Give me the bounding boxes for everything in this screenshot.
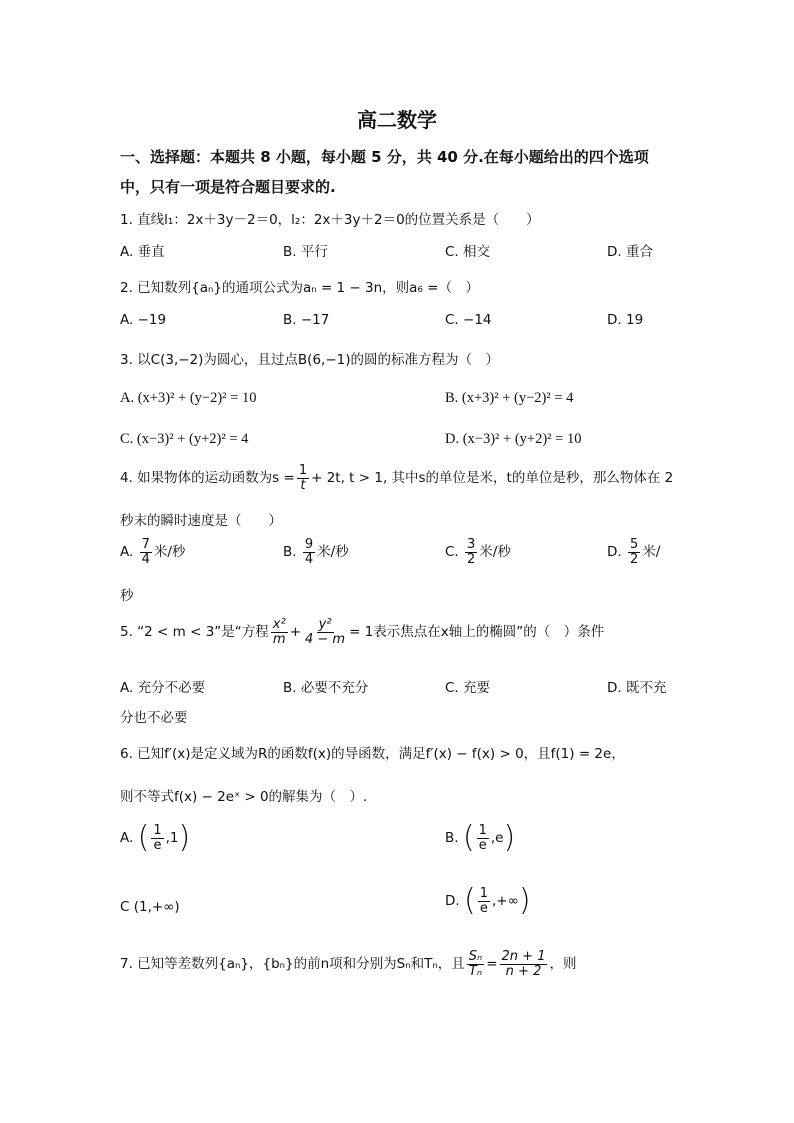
option-label: C. bbox=[445, 544, 459, 561]
question-1-option-d: D. 重合 bbox=[607, 244, 653, 260]
question-3-option-a: A. (x+3)² + (y−2)² = 10 bbox=[120, 390, 257, 406]
question-7-stem-post: ，则 bbox=[549, 956, 577, 973]
option-label: A. bbox=[120, 544, 134, 561]
fraction-numerator: 2n + 1 bbox=[501, 949, 546, 964]
fraction-numerator: Sₙ bbox=[468, 949, 483, 964]
left-paren: ( bbox=[462, 820, 475, 855]
option-fraction bbox=[465, 538, 477, 566]
question-5-option-d-wrap: 分也不必要 bbox=[120, 710, 188, 726]
question-6-stem-line2: 则不等式f(x) − 2eˣ > 0的解集为（ ）. bbox=[120, 789, 368, 805]
fraction-numerator: y² bbox=[318, 617, 332, 632]
left-paren: ( bbox=[463, 883, 476, 918]
option-rest: ,+∞ bbox=[491, 893, 519, 909]
option-unit: 米/秒 bbox=[479, 544, 511, 561]
fraction-numerator: 3 bbox=[467, 537, 476, 552]
question-4-fraction bbox=[297, 464, 309, 492]
question-3-option-d: D. (x−3)² + (y+2)² = 10 bbox=[445, 431, 582, 447]
question-1-option-c: C. 相交 bbox=[445, 244, 491, 260]
question-5-stem bbox=[120, 618, 604, 646]
question-4-stem bbox=[120, 464, 673, 492]
question-5-option-d: D. 既不充 bbox=[607, 680, 667, 696]
fraction-denominator: Tₙ bbox=[468, 963, 483, 979]
right-paren: ) bbox=[518, 883, 531, 918]
option-unit: 米/秒 bbox=[317, 544, 349, 561]
fraction-denominator: t bbox=[300, 477, 306, 493]
question-5-fraction-1 bbox=[271, 618, 288, 646]
option-rest: ,e bbox=[490, 830, 504, 846]
fraction-denominator: e bbox=[153, 837, 162, 853]
question-1-option-a: A. 垂直 bbox=[120, 244, 165, 260]
fraction-denominator: 2 bbox=[629, 551, 639, 567]
fraction-denominator: m bbox=[272, 631, 286, 647]
question-4-stem-line2: 秒末的瞬时速度是（ ） bbox=[120, 513, 282, 529]
question-4-option-a bbox=[120, 538, 185, 566]
question-5-fraction-2 bbox=[303, 618, 347, 646]
question-5-option-a: A. 充分不必要 bbox=[120, 680, 206, 696]
left-paren: ( bbox=[137, 820, 150, 855]
question-2-option-b: B. −17 bbox=[283, 312, 330, 328]
option-fraction bbox=[477, 824, 489, 852]
fraction-numerator: 1 bbox=[478, 822, 487, 838]
option-label: A. bbox=[120, 830, 134, 846]
fraction-denominator: 4 bbox=[304, 551, 314, 567]
question-5-option-b: B. 必要不充分 bbox=[283, 680, 369, 696]
plus-sign: + bbox=[289, 624, 301, 641]
option-unit: 米/秒 bbox=[153, 544, 186, 561]
right-paren: ) bbox=[178, 820, 191, 855]
fraction-denominator: 2 bbox=[467, 551, 476, 567]
question-6-option-a bbox=[120, 820, 191, 855]
fraction-denominator: n + 2 bbox=[505, 963, 542, 979]
question-6-option-d bbox=[445, 883, 531, 918]
option-rest: ,1 bbox=[165, 830, 179, 846]
question-6-stem: 6. 已知f′(x)是定义域为R的函数f(x)的导函数，满足f′(x) − f(x) > 0，且f(1) = 2e， bbox=[120, 746, 625, 762]
page-title: 高二数学 bbox=[357, 108, 437, 132]
question-5-stem-post: = 1表示焦点在x轴上的椭圆”的（ ）条件 bbox=[349, 624, 605, 641]
question-4-option-d bbox=[607, 538, 660, 566]
question-4-option-b bbox=[283, 538, 349, 566]
fraction-numerator: 5 bbox=[629, 537, 639, 552]
fraction-denominator: e bbox=[478, 837, 487, 853]
question-1-stem: 1. 直线l₁：2x＋3y－2＝0，l₂：2x＋3y＋2＝0的位置关系是（ ） bbox=[120, 212, 540, 228]
question-7-stem bbox=[120, 950, 576, 978]
fraction-denominator: 4 − m bbox=[305, 631, 346, 647]
option-label: B. bbox=[283, 544, 297, 561]
fraction-numerator: 7 bbox=[141, 537, 150, 552]
equals-sign: = bbox=[486, 956, 498, 973]
option-label: D. bbox=[445, 893, 460, 909]
question-7-stem-pre: 7. 已知等差数列{aₙ}，{bₙ}的前n项和分别为Sₙ和Tₙ，且 bbox=[120, 956, 465, 973]
question-3-option-b: B. (x+3)² + (y−2)² = 4 bbox=[445, 390, 574, 406]
question-1-option-b: B. 平行 bbox=[283, 244, 328, 260]
option-fraction bbox=[151, 824, 163, 852]
question-2-option-d: D. 19 bbox=[607, 312, 644, 328]
fraction-numerator: 1 bbox=[153, 822, 162, 838]
question-2-option-c: C. −14 bbox=[445, 312, 492, 328]
question-6-option-c: C (1,+∞) bbox=[120, 899, 180, 915]
question-4-stem-post: + 2t, t > 1, 其中s的单位是米，t的单位是秒，那么物体在 2 bbox=[311, 470, 674, 487]
section-heading-cont: 中，只有一项是符合题目要求的. bbox=[120, 178, 336, 196]
question-2-stem: 2. 已知数列{aₙ}的通项公式为aₙ = 1 − 3n，则a₆ =（ ） bbox=[120, 280, 479, 296]
question-5-option-c: C. 充要 bbox=[445, 680, 491, 696]
question-4-option-d-wrap: 秒 bbox=[120, 588, 134, 604]
option-label: D. bbox=[607, 544, 622, 561]
question-4-stem-pre: 4. 如果物体的运动函数为s = bbox=[120, 470, 295, 487]
option-fraction bbox=[140, 538, 152, 566]
fraction-numerator: x² bbox=[272, 617, 286, 632]
option-fraction bbox=[478, 887, 490, 915]
fraction-numerator: 1 bbox=[479, 885, 488, 901]
question-3-stem: 3. 以C(3,−2)为圆心，且过点B(6,−1)的圆的标准方程为（ ） bbox=[120, 352, 499, 368]
fraction-denominator: e bbox=[479, 900, 488, 916]
option-label: B. bbox=[445, 830, 459, 846]
fraction-denominator: 4 bbox=[141, 551, 150, 567]
question-3-option-c: C. (x−3)² + (y+2)² = 4 bbox=[120, 431, 249, 447]
right-paren: ) bbox=[503, 820, 516, 855]
option-fraction bbox=[628, 538, 640, 566]
option-fraction bbox=[303, 538, 315, 566]
question-6-option-b bbox=[445, 820, 516, 855]
question-7-fraction-1 bbox=[467, 950, 484, 978]
option-unit: 米/ bbox=[642, 544, 661, 561]
section-heading: 一、选择题：本题共 8 小题，每小题 5 分，共 40 分.在每小题给出的四个选项 bbox=[120, 148, 649, 166]
question-2-option-a: A. −19 bbox=[120, 312, 167, 328]
question-4-option-c bbox=[445, 538, 511, 566]
fraction-numerator: 9 bbox=[304, 537, 314, 552]
question-5-stem-pre: 5. “2 < m < 3”是“方程 bbox=[120, 624, 269, 641]
question-7-fraction-2 bbox=[500, 950, 548, 978]
fraction-numerator: 1 bbox=[298, 463, 308, 478]
